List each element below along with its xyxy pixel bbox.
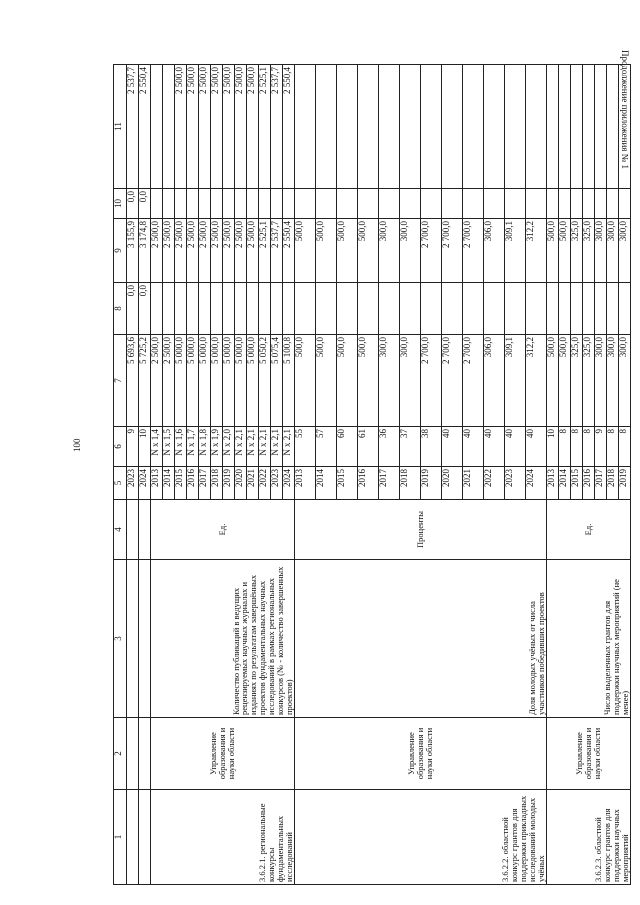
- table-cell: [163, 189, 175, 219]
- table-cell: N x 1,7: [187, 427, 199, 467]
- table-cell: 2 700,0: [442, 335, 463, 427]
- table-cell: [187, 189, 199, 219]
- table-cell: 10: [139, 427, 151, 467]
- table-cell: 2 500,0: [235, 65, 247, 189]
- table-cell: [379, 65, 400, 189]
- table-row: [295, 65, 316, 885]
- table-cell: [358, 65, 379, 189]
- table-cell: 2 700,0: [463, 219, 484, 283]
- table-cell: 300,0: [595, 219, 607, 283]
- table-cell: [595, 65, 607, 189]
- table-cell: [400, 283, 421, 335]
- table-cell: [484, 65, 505, 189]
- header-cell: 5: [114, 467, 127, 500]
- table-cell: [358, 283, 379, 335]
- table-cell: 2 525,1: [259, 219, 271, 283]
- header-row: [114, 65, 127, 885]
- table-cell: [127, 500, 139, 560]
- table-cell: [259, 189, 271, 219]
- table-cell: 5 050,2: [259, 335, 271, 427]
- table-cell: 2 525,1: [259, 65, 271, 189]
- table-cell: [463, 189, 484, 219]
- table-cell: [163, 65, 175, 189]
- table-cell: 2 500,0: [223, 219, 235, 283]
- table-cell: 2017: [199, 467, 211, 500]
- table-cell: 2 500,0: [163, 219, 175, 283]
- table-cell: 5 693,6: [127, 335, 139, 427]
- table-cell: 500,0: [559, 219, 571, 283]
- table-cell: [235, 189, 247, 219]
- table-cell: 300,0: [595, 335, 607, 427]
- table-cell: 2 550,4: [283, 219, 295, 283]
- table-cell: [127, 718, 139, 790]
- table-cell: 2 500,0: [151, 219, 163, 283]
- table-cell: Управление образования и науки области: [151, 718, 295, 790]
- table-cell: [235, 283, 247, 335]
- table-cell: N x 2,1: [283, 427, 295, 467]
- table-cell: 309,1: [505, 335, 526, 427]
- table-cell: [559, 65, 571, 189]
- table-cell: 500,0: [358, 335, 379, 427]
- table-cell: 2016: [187, 467, 199, 500]
- table-cell: N x 1,6: [175, 427, 187, 467]
- header-cell: 11: [114, 65, 127, 189]
- table-cell: 2 700,0: [421, 335, 442, 427]
- table-cell: 300,0: [607, 335, 619, 427]
- table-cell: 325,0: [583, 219, 595, 283]
- table-cell: 500,0: [316, 335, 337, 427]
- table-row: [547, 65, 559, 885]
- table-cell: [316, 189, 337, 219]
- header-cell: 2: [114, 718, 127, 790]
- table-cell: [271, 189, 283, 219]
- table-cell: [139, 500, 151, 560]
- table-cell: 2015: [571, 467, 583, 500]
- table-cell: [127, 560, 139, 718]
- table-cell: 2 500,0: [211, 219, 223, 283]
- table-cell: [151, 283, 163, 335]
- table-cell: [619, 65, 631, 189]
- header-cell: 9: [114, 219, 127, 283]
- table-cell: N x 1,5: [163, 427, 175, 467]
- table-cell: 300,0: [379, 335, 400, 427]
- table-cell: [526, 65, 547, 189]
- table-cell: [526, 189, 547, 219]
- table-cell: [211, 189, 223, 219]
- table-row: [139, 65, 151, 885]
- table-cell: 2 500,0: [247, 219, 259, 283]
- table-cell: Ед.: [151, 500, 295, 560]
- table-cell: [199, 189, 211, 219]
- table-cell: 500,0: [295, 219, 316, 283]
- table-cell: 325,0: [571, 335, 583, 427]
- table-cell: 2 500,0: [211, 65, 223, 189]
- table-cell: [442, 189, 463, 219]
- table-cell: 2018: [211, 467, 223, 500]
- table-cell: N x 2,1: [235, 427, 247, 467]
- table-cell: 40: [484, 427, 505, 467]
- table-cell: [595, 189, 607, 219]
- table-cell: [295, 65, 316, 189]
- table-cell: 3.6.2.1. региональные конкурсы фундаментальных исследований: [151, 790, 295, 885]
- table-cell: 5 000,0: [223, 335, 235, 427]
- table-cell: 300,0: [619, 335, 631, 427]
- table-cell: [139, 718, 151, 790]
- table-cell: [607, 283, 619, 335]
- table-cell: [463, 65, 484, 189]
- table-cell: 2014: [316, 467, 337, 500]
- table-cell: 0,0: [127, 283, 139, 335]
- table-cell: 2 500,0: [163, 335, 175, 427]
- table-cell: 325,0: [583, 335, 595, 427]
- table-cell: [505, 189, 526, 219]
- table-cell: 2024: [139, 467, 151, 500]
- table-cell: 2 550,4: [139, 65, 151, 189]
- header-cell: 7: [114, 335, 127, 427]
- table-cell: 312,2: [526, 219, 547, 283]
- table-cell: 3 174,8: [139, 219, 151, 283]
- table-cell: 40: [442, 427, 463, 467]
- table-cell: 300,0: [379, 219, 400, 283]
- table-cell: [607, 65, 619, 189]
- table-cell: Число выделенных грантов для поддержки научных мероприятий (не менее): [547, 560, 631, 718]
- table-cell: 2024: [283, 467, 295, 500]
- table-cell: 5 000,0: [199, 335, 211, 427]
- page-number: 100: [72, 438, 82, 452]
- table-cell: Управление образования и науки области: [295, 718, 547, 790]
- table-cell: 2013: [547, 467, 559, 500]
- table-cell: [139, 560, 151, 718]
- table-cell: 9: [595, 427, 607, 467]
- table-cell: [400, 65, 421, 189]
- table-cell: 9: [127, 427, 139, 467]
- table-cell: [421, 65, 442, 189]
- table-cell: 5 725,2: [139, 335, 151, 427]
- table-cell: 500,0: [337, 335, 358, 427]
- table-cell: [421, 189, 442, 219]
- table-cell: [442, 283, 463, 335]
- table-cell: 2 500,0: [175, 219, 187, 283]
- table-cell: [421, 283, 442, 335]
- header-cell: 3: [114, 560, 127, 718]
- table-cell: 2014: [559, 467, 571, 500]
- table-cell: N x 1,4: [151, 427, 163, 467]
- table-cell: [175, 189, 187, 219]
- table-cell: 2019: [619, 467, 631, 500]
- table-cell: [505, 283, 526, 335]
- header-cell: 8: [114, 283, 127, 335]
- table-cell: [316, 283, 337, 335]
- table-cell: [571, 189, 583, 219]
- table-cell: 40: [505, 427, 526, 467]
- table-cell: 8: [559, 427, 571, 467]
- table-cell: 300,0: [619, 219, 631, 283]
- table-cell: 2 537,7: [271, 219, 283, 283]
- table-cell: 5 000,0: [187, 335, 199, 427]
- table-cell: [379, 189, 400, 219]
- table-cell: [547, 283, 559, 335]
- table-cell: [619, 283, 631, 335]
- table-cell: 2 700,0: [442, 219, 463, 283]
- table-row: [151, 65, 163, 885]
- table-cell: 2014: [163, 467, 175, 500]
- header-cell: 1: [114, 790, 127, 885]
- table-cell: [607, 189, 619, 219]
- table-cell: 300,0: [400, 335, 421, 427]
- table-cell: N x 2,0: [223, 427, 235, 467]
- rotated-table-sheet: [113, 65, 629, 885]
- table-cell: 5 100,8: [283, 335, 295, 427]
- table-cell: 3 155,9: [127, 219, 139, 283]
- continuation-label: Продолжение приложения № 1: [620, 50, 630, 170]
- table-cell: [484, 283, 505, 335]
- table-cell: 2015: [337, 467, 358, 500]
- table-cell: [151, 65, 163, 189]
- table-cell: [337, 65, 358, 189]
- table-cell: 300,0: [607, 219, 619, 283]
- table-cell: [163, 283, 175, 335]
- table-cell: 2 537,7: [127, 65, 139, 189]
- table-cell: 2022: [259, 467, 271, 500]
- table-cell: 2 500,0: [247, 65, 259, 189]
- table-cell: [139, 790, 151, 885]
- table-cell: N x 1,9: [211, 427, 223, 467]
- table-cell: 57: [316, 427, 337, 467]
- table-cell: 2 500,0: [187, 65, 199, 189]
- table-cell: 3.6.2.2. областной конкурс грантов для поддержки прикладных исследований молодых учёных: [295, 790, 547, 885]
- table-cell: [400, 189, 421, 219]
- table-cell: [442, 65, 463, 189]
- table-cell: 8: [571, 427, 583, 467]
- table-cell: 2023: [127, 467, 139, 500]
- table-cell: 2023: [505, 467, 526, 500]
- table-cell: [127, 790, 139, 885]
- table-cell: 500,0: [316, 219, 337, 283]
- table-row: [127, 65, 139, 885]
- header-cell: 10: [114, 189, 127, 219]
- table-cell: 2013: [151, 467, 163, 500]
- table-cell: 8: [619, 427, 631, 467]
- table-cell: 2 700,0: [421, 219, 442, 283]
- table-cell: 40: [463, 427, 484, 467]
- table-cell: N x 2,1: [271, 427, 283, 467]
- table-cell: [595, 283, 607, 335]
- table-cell: 2 500,0: [235, 219, 247, 283]
- table-cell: [187, 283, 199, 335]
- table-cell: Количество публикаций в ведущих рецензируемых научных журналах и изданиях по результатам завершённых проектов фундаментальных научных исследований в рамках региональных конкурсов (№ - количество завершенных проектов): [151, 560, 295, 718]
- table-cell: N x 1,8: [199, 427, 211, 467]
- table-cell: [211, 283, 223, 335]
- table-cell: [547, 189, 559, 219]
- table-cell: Доля молодых учёных от числа участников победивших проектов: [295, 560, 547, 718]
- table-cell: 2016: [358, 467, 379, 500]
- table-cell: 306,0: [484, 219, 505, 283]
- table-cell: [358, 189, 379, 219]
- header-cell: 4: [114, 500, 127, 560]
- table-cell: [583, 283, 595, 335]
- table-cell: [223, 189, 235, 219]
- table-cell: [316, 65, 337, 189]
- table-cell: [463, 283, 484, 335]
- table-cell: 5 000,0: [247, 335, 259, 427]
- table-cell: 2 500,0: [199, 219, 211, 283]
- table-cell: 500,0: [547, 219, 559, 283]
- table-cell: 2 700,0: [463, 335, 484, 427]
- table-cell: 312,2: [526, 335, 547, 427]
- table-cell: 36: [379, 427, 400, 467]
- table-cell: 2 550,4: [283, 65, 295, 189]
- table-cell: 2019: [421, 467, 442, 500]
- table-cell: [526, 283, 547, 335]
- table-cell: [559, 189, 571, 219]
- table-cell: 2 537,7: [271, 65, 283, 189]
- header-cell: 6: [114, 427, 127, 467]
- table-cell: 60: [337, 427, 358, 467]
- table-cell: 38: [421, 427, 442, 467]
- table-cell: [337, 189, 358, 219]
- table-cell: 37: [400, 427, 421, 467]
- table-cell: [559, 283, 571, 335]
- table-cell: 2022: [484, 467, 505, 500]
- table-cell: 2013: [295, 467, 316, 500]
- table-cell: 5 000,0: [211, 335, 223, 427]
- table-cell: [283, 189, 295, 219]
- table-cell: [151, 189, 163, 219]
- table-cell: [247, 283, 259, 335]
- table-cell: [484, 189, 505, 219]
- program-table: [113, 64, 631, 885]
- table-cell: Проценты: [295, 500, 547, 560]
- table-cell: 0,0: [139, 189, 151, 219]
- table-cell: 2 500,0: [187, 219, 199, 283]
- table-cell: 8: [583, 427, 595, 467]
- table-cell: 2018: [400, 467, 421, 500]
- table-cell: 55: [295, 427, 316, 467]
- table-cell: 5 000,0: [175, 335, 187, 427]
- table-cell: [619, 189, 631, 219]
- table-cell: N x 2,1: [247, 427, 259, 467]
- table-cell: 0,0: [139, 283, 151, 335]
- table-cell: 500,0: [337, 219, 358, 283]
- table-cell: [379, 283, 400, 335]
- table-cell: [175, 283, 187, 335]
- table-cell: [199, 283, 211, 335]
- table-cell: 2015: [175, 467, 187, 500]
- table-cell: [571, 283, 583, 335]
- table-cell: [583, 65, 595, 189]
- table-cell: 2020: [442, 467, 463, 500]
- table-cell: 2 500,0: [223, 65, 235, 189]
- table-cell: [547, 65, 559, 189]
- table-cell: 2023: [271, 467, 283, 500]
- table-cell: 0,0: [127, 189, 139, 219]
- table-cell: Управление образования и науки области: [547, 718, 631, 790]
- table-cell: 2020: [235, 467, 247, 500]
- table-cell: 2018: [607, 467, 619, 500]
- table-cell: 309,1: [505, 219, 526, 283]
- table-cell: 2 500,0: [151, 335, 163, 427]
- table-cell: [337, 283, 358, 335]
- table-cell: [583, 189, 595, 219]
- table-cell: 2019: [223, 467, 235, 500]
- table-cell: 2017: [595, 467, 607, 500]
- table-cell: [283, 283, 295, 335]
- table-cell: 500,0: [358, 219, 379, 283]
- table-cell: [571, 65, 583, 189]
- table-cell: 5 075,4: [271, 335, 283, 427]
- table-cell: N x 2,1: [259, 427, 271, 467]
- table-cell: 306,0: [484, 335, 505, 427]
- table-cell: 2017: [379, 467, 400, 500]
- table-cell: 61: [358, 427, 379, 467]
- table-cell: 500,0: [547, 335, 559, 427]
- table-cell: [505, 65, 526, 189]
- table-cell: Ед.: [547, 500, 631, 560]
- table-cell: 3.6.2.3. областной конкурс грантов для поддержки научных мероприятий: [547, 790, 631, 885]
- table-cell: [223, 283, 235, 335]
- table-cell: [295, 283, 316, 335]
- table-cell: [295, 189, 316, 219]
- table-cell: 2 500,0: [175, 65, 187, 189]
- table-cell: 5 000,0: [235, 335, 247, 427]
- table-cell: 2024: [526, 467, 547, 500]
- table-cell: [259, 283, 271, 335]
- table-cell: 8: [607, 427, 619, 467]
- table-cell: 325,0: [571, 219, 583, 283]
- table-cell: 10: [547, 427, 559, 467]
- table-cell: [271, 283, 283, 335]
- table-cell: 2021: [463, 467, 484, 500]
- table-cell: 500,0: [295, 335, 316, 427]
- table-cell: 40: [526, 427, 547, 467]
- table-cell: 2 500,0: [199, 65, 211, 189]
- table-cell: 2016: [583, 467, 595, 500]
- table-cell: 300,0: [400, 219, 421, 283]
- table-cell: [247, 189, 259, 219]
- table-cell: 500,0: [559, 335, 571, 427]
- table-cell: 2021: [247, 467, 259, 500]
